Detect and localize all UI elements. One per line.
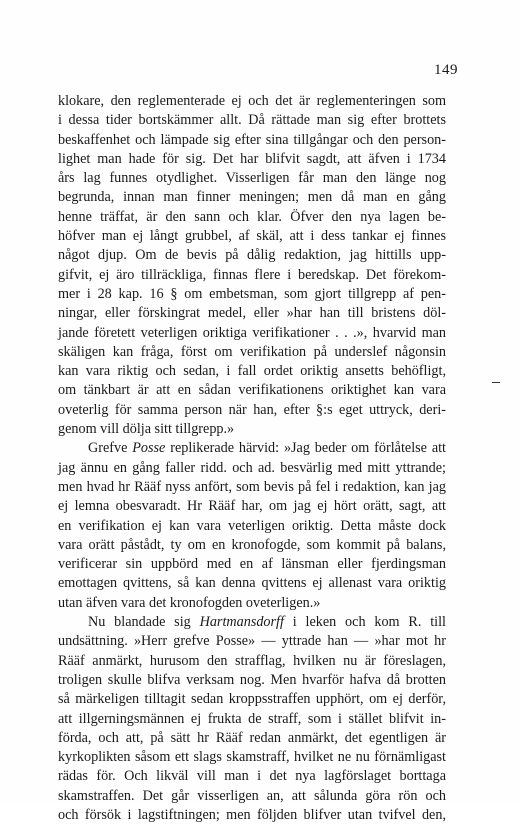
text-line: en verifikation ej kan vara veterligen oriktig. Detta måste dock — [58, 517, 446, 534]
text-line: gifvit, ej äro tillräckliga, finnas flere i beredskap. Det förekom- — [58, 266, 446, 283]
text-line: henne träffat, är den sann och klar. Öfver den nya lagen be- — [58, 208, 446, 225]
text-line: i dessa tider bortskämmer allt. Då rättade man sig efter brottets — [58, 112, 446, 129]
text-line: och försök i lagstiftningen; men följden blifver utan tvifvel den, — [58, 806, 446, 823]
text-line: skamstraffen. Det går visserligen an, att sålunda göra rön och — [58, 787, 446, 804]
text-fragment: Nu blandade sig — [88, 614, 200, 631]
text-line: beskaffenhet och lämpade sig efter sina tillgångar och den person- — [58, 131, 446, 148]
text-fragment: i leken och kom R. till — [283, 614, 447, 631]
text-line: vara orätt påstådt, ty om en kronofogde, som kommit på balans, — [58, 536, 446, 553]
text-line: verificerar sin uppbörd med en af länsman eller fjerdingsman — [58, 556, 446, 573]
text-line: oveterlig för samma person när han, efter §:s eget uttryck, deri- — [58, 401, 446, 418]
text-line: om tänkbart är att en sådan verifikationens oriktighet kan vara — [58, 382, 446, 399]
text-line: ej lemna obesvaradt. Hr Rääf har, om jag ej hört orätt, sagt, att — [58, 498, 446, 515]
text-line: kan vara riktig och sedan, i fall ordet oriktig ansetts behöfligt, — [58, 363, 446, 380]
text-line: begrunda, innan man finner meningen; men då man en gång — [58, 189, 446, 206]
text-line: troligen skulle blifva verksam nog. Men hvarför hafva då brotten — [58, 671, 446, 688]
text-line: utan äfven vara det kronofogden oveterligen.» — [58, 594, 321, 611]
text-line: ningar, eller förskingrat medel, eller »har han till bristens döl- — [58, 305, 446, 322]
text-line: undsättning. »Herr grefve Posse» — yttrade han — »har mot hr — [58, 633, 446, 650]
text-line: något djup. Om de bevis på dålig redaktion, jag hittills upp- — [58, 247, 446, 264]
text-line: rädas för. Och likväl vill man i det nya lagförslaget borttaga — [58, 768, 446, 785]
text-line: att illgerningsmännen ej frukta de straff, som i stället blifvit in- — [58, 710, 446, 727]
text-line: skäligen kan fråga, först om verifikation på underslef någonsin — [58, 343, 446, 360]
text-line: men hvad hr Rääf nyss anfört, som bevis på fel i redaktion, kan jag — [58, 478, 446, 495]
text-line: kyrkoplikten såsom ett slags skamstraff, hvilket ne nu förnämligast — [58, 749, 446, 766]
text-line: förda, och att, på sätt hr Rääf redan anmärkt, det egentligen är — [58, 729, 446, 746]
text-line: Rääf anmärkt, hurusom den strafflag, hvilken nu är föreslagen, — [58, 652, 446, 669]
text-line: jag ännu en gång faller ridd. och ad. besvärlig med mitt yttrande; — [58, 459, 446, 476]
text-line: mer i 28 kap. 16 § om embetsman, som gjort tillgrepp af pen- — [58, 285, 446, 302]
name-posse: Posse — [132, 440, 166, 457]
page-number: 149 — [434, 62, 458, 78]
text-line: lighet man hade för sig. Det har blifvit sagdt, att äfven i 1734 — [58, 150, 446, 167]
text-line: så märkeligen tilltagit sedan kroppsstraffen upphört, om ej derför, — [58, 691, 446, 708]
text-line: genom vill dölja sitt tillgrepp.» — [58, 421, 235, 438]
text-line: klokare, den reglementerade ej och det är reglementeringen som — [58, 93, 446, 109]
text-line-hartmansdorff — [58, 613, 446, 632]
name-hartmansdorff: Hartmansdorff — [199, 614, 284, 631]
text-line: jande företett veterligen oriktiga verifikationer . . .», hvarvid man — [58, 324, 446, 341]
text-fragment: replikerade härvid: »Jag beder om förlåtelse att — [165, 440, 446, 457]
text-fragment: Grefve — [88, 440, 133, 457]
text-line-posse — [58, 439, 446, 458]
margin-mark — [492, 382, 500, 383]
text-line: års lag funnes otydlighet. Visserligen får man den länge nog — [58, 170, 446, 187]
text-line: emottagen qvittens, så kan denna qvittens ej allenast vara oriktig — [58, 575, 446, 592]
body-text — [58, 92, 446, 825]
text-line: höfver man ej långt grubbel, af skäl, att i dess tankar ej finnes — [58, 228, 446, 245]
